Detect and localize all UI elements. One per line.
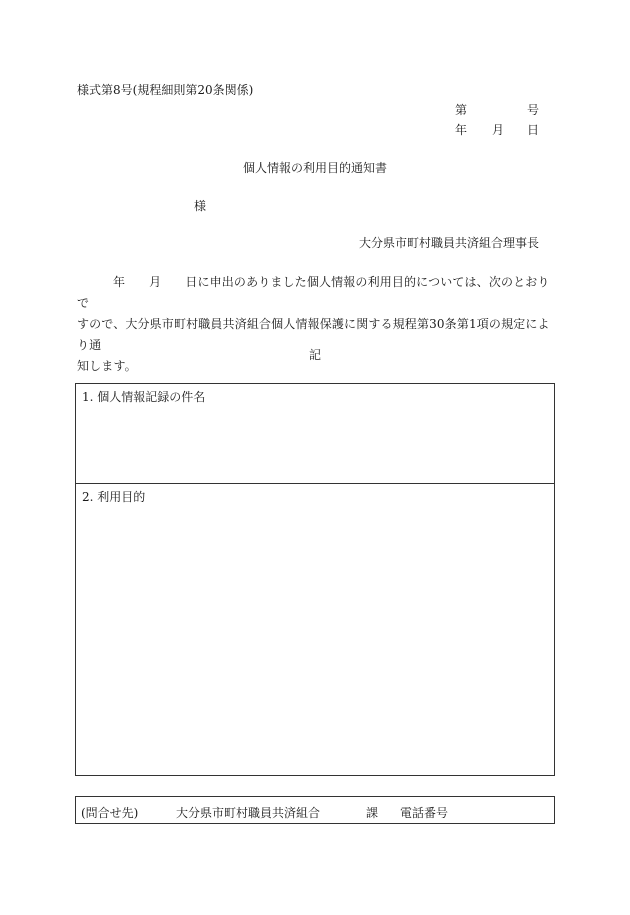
record-name-label: 1. 個人情報記録の件名 xyxy=(82,390,206,404)
usage-purpose-label: 2. 利用目的 xyxy=(82,490,146,504)
body-year: 年 xyxy=(113,275,126,289)
number-prefix: 第 xyxy=(455,103,468,117)
form-number: 様式第8号(規程細則第20条関係) xyxy=(77,83,254,97)
date-month: 月 xyxy=(492,123,505,137)
body-line-1-text: 日に申出のありました個人情報の利用目的については、次のとおりで xyxy=(77,275,550,310)
record-name-cell[interactable] xyxy=(76,384,554,484)
number-suffix: 号 xyxy=(526,103,539,117)
contact-label: (問合せ先) xyxy=(81,806,139,820)
body-line-2: すので、大分県市町村職員共済組合個人情報保護に関する規程第30条第1項の規定により通 xyxy=(77,317,550,352)
sender-name: 大分県市町村職員共済組合理事長 xyxy=(358,236,539,250)
contact-phone: 電話番号 xyxy=(400,806,449,820)
contact-org: 大分県市町村職員共済組合 xyxy=(176,806,321,820)
contact-box xyxy=(75,796,555,824)
recipient-suffix: 様 xyxy=(194,199,207,213)
body-month: 月 xyxy=(149,275,162,289)
date-day: 日 xyxy=(526,123,539,137)
contact-section: 課 xyxy=(366,806,379,820)
body-line-3: 知します。 xyxy=(77,359,137,373)
ki-heading: 記 xyxy=(308,348,321,362)
usage-purpose-cell[interactable] xyxy=(76,484,554,775)
details-table xyxy=(75,383,555,776)
body-line-1 xyxy=(77,272,555,314)
date-year: 年 xyxy=(455,123,468,137)
document-title: 個人情報の利用目的通知書 xyxy=(242,161,387,175)
